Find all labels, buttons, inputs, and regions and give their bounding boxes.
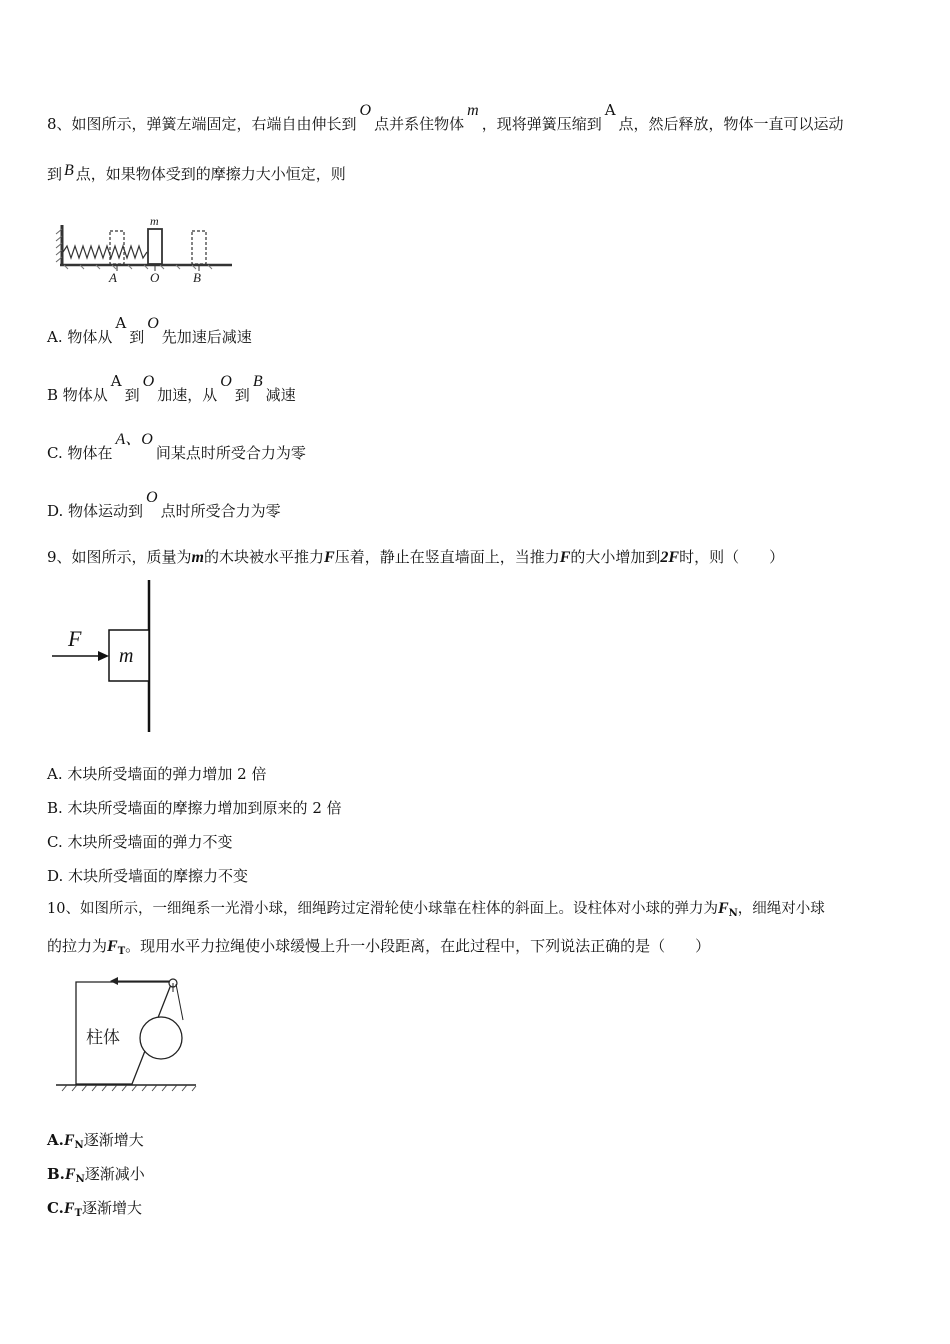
q8-optD-text: 点时所受合力为零 bbox=[160, 502, 281, 520]
q8-optA-text: 到 bbox=[129, 328, 145, 346]
q10-pillar-ball-figure bbox=[52, 970, 202, 1095]
q8-optB-text: 到 bbox=[234, 386, 250, 404]
q10-optB-subscript: N bbox=[75, 1174, 85, 1185]
q10-option-c bbox=[47, 1198, 142, 1224]
q9-option-c: C. 木块所受墙面的弹力不变 bbox=[47, 833, 233, 851]
fig-label-A: A bbox=[109, 270, 117, 285]
q8-optA-symbol: A bbox=[115, 314, 127, 332]
q10-text: ，细绳对小球 bbox=[737, 901, 825, 917]
q10-optC-prefix: C. bbox=[47, 1199, 64, 1217]
q10-option-b bbox=[47, 1164, 145, 1190]
q8-optB-text: 加速，从 bbox=[157, 386, 218, 404]
q8-option-a bbox=[47, 314, 252, 348]
fig-label-O: O bbox=[150, 270, 160, 285]
q9-text: 的大小增加到 bbox=[570, 548, 661, 566]
q8-optB-symbol: B bbox=[252, 373, 263, 390]
q9-stem bbox=[47, 547, 784, 568]
q10-stem-line1 bbox=[47, 899, 825, 924]
q10-optC-text: 逐渐增大 bbox=[82, 1199, 143, 1217]
q8-optA-text: A. 物体从 bbox=[47, 328, 113, 346]
q8-option-d bbox=[47, 489, 281, 522]
q9-text: 的木块被水平推力 bbox=[204, 548, 325, 566]
q9-option-b: B. 木块所受墙面的摩擦力增加到原来的 2 倍 bbox=[47, 799, 342, 817]
q8-optA-text: 先加速后减速 bbox=[161, 328, 252, 346]
q8-optC-text: C. 物体在 bbox=[47, 444, 113, 462]
q10-symbol-F: F bbox=[107, 938, 118, 955]
q10-optB-symbol: F bbox=[64, 1166, 76, 1183]
q9-symbol-F: F bbox=[559, 549, 571, 566]
q9-symbol-m: m bbox=[191, 549, 204, 566]
q8-option-b bbox=[47, 372, 296, 406]
q8-optD-text: D. 物体运动到 bbox=[47, 502, 144, 520]
q9-text: 压着，静止在竖直墙面上，当推力 bbox=[334, 548, 560, 566]
q9-option-d: D. 木块所受墙面的摩擦力不变 bbox=[47, 867, 249, 885]
q10-subscript: N bbox=[728, 908, 738, 919]
q8-optB-text: 到 bbox=[124, 386, 140, 404]
q8-symbol-B: B bbox=[64, 162, 74, 179]
q8-optA-symbol: O bbox=[147, 315, 159, 332]
q8-optC-text: 间某点时所受合力为零 bbox=[155, 444, 306, 462]
q9-option-a: A. 木块所受墙面的弹力增加 2 倍 bbox=[47, 765, 267, 783]
fig-label-m: m bbox=[119, 645, 134, 667]
q10-subscript: T bbox=[117, 946, 126, 957]
fig-label-pillar: 柱体 bbox=[86, 1028, 120, 1048]
q10-optC-subscript: T bbox=[74, 1208, 83, 1219]
q9-symbol-F: F bbox=[324, 549, 335, 566]
q8-spring-figure bbox=[44, 203, 240, 295]
q10-optA-symbol: F bbox=[63, 1132, 75, 1149]
q8-text: 8、如图所示，弹簧左端固定，右端自由伸长到 bbox=[47, 115, 357, 133]
q9-text: 时，则（ ） bbox=[679, 548, 785, 566]
fig-label-B: B bbox=[193, 270, 201, 285]
q8-optB-symbol: O bbox=[220, 373, 232, 390]
q8-optB-symbol: O bbox=[142, 373, 155, 390]
q8-option-c bbox=[47, 431, 306, 464]
q8-optB-text: B 物体从 bbox=[47, 386, 108, 404]
q8-text: ，现将弹簧压缩到 bbox=[481, 115, 602, 133]
q10-optB-prefix: B. bbox=[47, 1165, 65, 1183]
q8-symbol-A: A bbox=[604, 101, 616, 119]
q9-block-wall-figure bbox=[48, 578, 158, 736]
q10-optA-subscript: N bbox=[74, 1140, 84, 1151]
q9-symbol-2F: 2F bbox=[660, 549, 680, 566]
q8-symbol-m: m bbox=[467, 102, 479, 119]
q10-option-a bbox=[47, 1130, 144, 1156]
q8-stem-line1 bbox=[47, 101, 844, 135]
q10-text: 。现用水平力拉绳使小球缓慢上升一小段距离，在此过程中，下列说法正确的是（ ） bbox=[125, 937, 711, 955]
q10-optA-prefix: A. bbox=[47, 1131, 64, 1149]
q10-symbol-F: F bbox=[717, 900, 729, 917]
q8-optD-symbol: O bbox=[146, 489, 158, 506]
q10-optA-text: 逐渐增大 bbox=[83, 1131, 144, 1149]
q8-optB-text: 减速 bbox=[265, 386, 296, 404]
q8-symbol-O: O bbox=[359, 102, 372, 119]
q10-optB-text: 逐渐减小 bbox=[84, 1165, 145, 1183]
q10-stem-line2 bbox=[47, 936, 710, 962]
fig-label-m: m bbox=[150, 214, 159, 228]
q8-stem-line2 bbox=[47, 164, 346, 185]
q8-text: 点，然后释放，物体一直可以运动 bbox=[618, 115, 844, 133]
q8-optC-symbol: A、O bbox=[115, 431, 153, 448]
q8-optB-symbol: A bbox=[110, 372, 122, 390]
q8-text: 点并系住物体 bbox=[374, 115, 465, 133]
q10-optC-symbol: F bbox=[63, 1200, 75, 1217]
q9-text: 9、如图所示，质量为 bbox=[47, 548, 192, 566]
q8-text: 点，如果物体受到的摩擦力大小恒定，则 bbox=[75, 165, 346, 183]
q10-text: 10、如图所示，一细绳系一光滑小球，细绳跨过定滑轮使小球靠在柱体的斜面上。设柱体对小球的弹力为 bbox=[47, 901, 718, 917]
q8-text: 到 bbox=[47, 165, 63, 183]
q10-text: 的拉力为 bbox=[47, 937, 108, 955]
fig-label-F: F bbox=[68, 626, 82, 651]
